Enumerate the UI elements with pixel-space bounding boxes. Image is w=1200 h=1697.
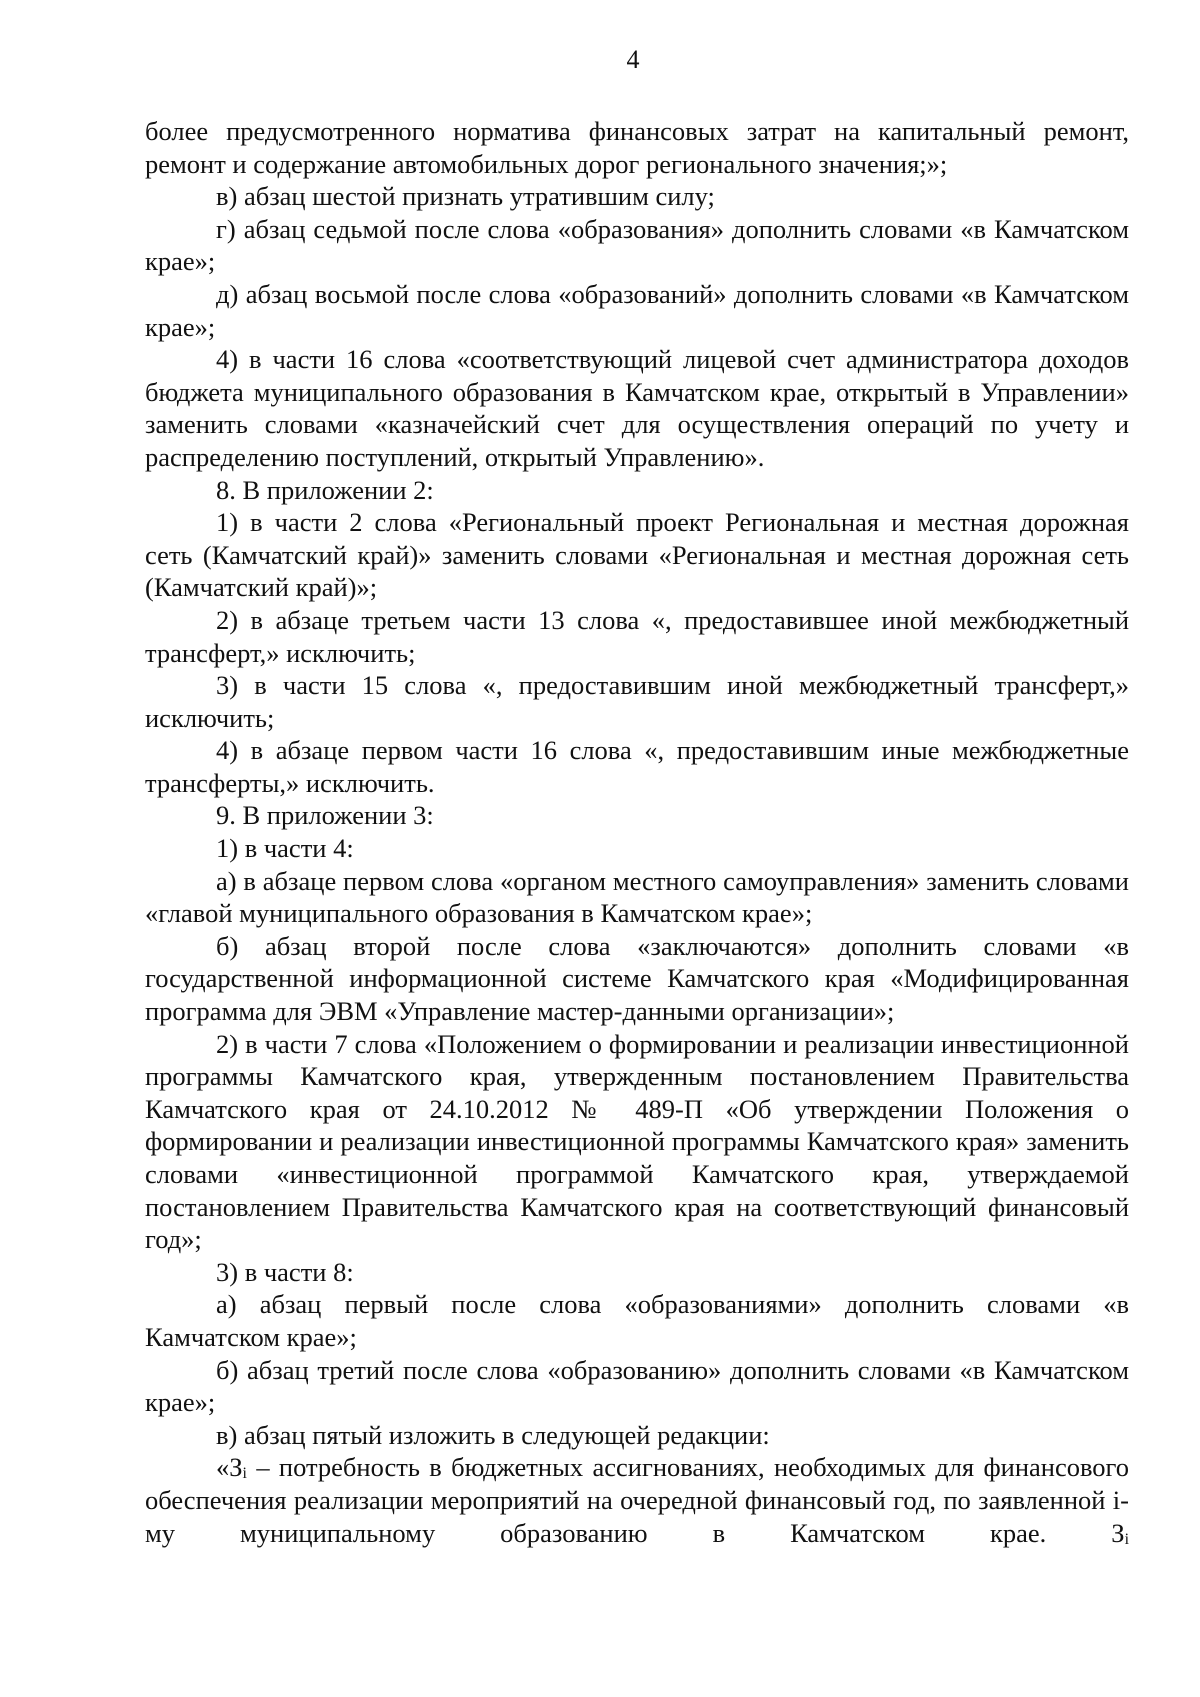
paragraph: б) абзац второй после слова «заключаются» дополнить словами «в государственной информационной системе Камчатского края «Модифицированная программа для ЭВМ «Управление мастер-данными организации»; bbox=[145, 930, 1129, 1027]
paragraph: б) абзац третий после слова «образованию» дополнить словами «в Камчатском крае»; bbox=[145, 1354, 1129, 1418]
paragraph: д) абзац восьмой после слова «образований» дополнить словами «в Камчатском крае»; bbox=[145, 278, 1129, 342]
formula-definition-text: – потребность в бюджетных ассигнованиях, необходимых для финансового обеспечения реализации мероприятий на очередной финансовый год, по заявленной i-му муниципальному образованию в Камчатском крае. З bbox=[145, 1452, 1129, 1548]
paragraph: в) абзац шестой признать утратившим силу; bbox=[216, 181, 715, 212]
paragraph: 1) в части 2 слова «Региональный проект Региональная и местная дорожная сеть (Камчатский край)» заменить словами «Региональная и местная дорожная сеть (Камчатский край)»; bbox=[145, 507, 1129, 603]
paragraph: 3) в части 8: bbox=[216, 1256, 354, 1287]
paragraph: а) в абзаце первом слова «органом местного самоуправления» заменить словами «главой муниципального образования в Камчатском крае»; bbox=[145, 865, 1129, 929]
paragraph: 8. В приложении 2: bbox=[216, 474, 434, 505]
paragraph: а) абзац первый после слова «образованиями» дополнить словами «в Камчатском крае»; bbox=[145, 1289, 1129, 1352]
paragraph-formula-definition bbox=[145, 1451, 1129, 1549]
paragraph: 4) в абзаце первом части 16 слова «, предоставившим иные межбюджетные трансферты,» исключить. bbox=[145, 735, 1129, 798]
paragraph: 9. В приложении 3: bbox=[216, 800, 434, 831]
paragraph: 4) в части 16 слова «соответствующий лицевой счет администратора доходов бюджета муниципального образования в Камчатском крае, открытый в Управлении» заменить словами «казначейский счет для осуществления операций по учету и распределению поступлений, открытый Управлению». bbox=[145, 344, 1129, 472]
formula-symbol: «З bbox=[216, 1452, 243, 1483]
page-number: 4 bbox=[626, 45, 640, 74]
document-body bbox=[145, 115, 1129, 1549]
paragraph: 1) в части 4: bbox=[216, 833, 354, 864]
formula-subscript: i bbox=[1124, 1530, 1129, 1548]
paragraph: 2) в абзаце третьем части 13 слова «, предоставившее иной межбюджетный трансферт,» исключить; bbox=[145, 604, 1129, 668]
paragraph: в) абзац пятый изложить в следующей редакции: bbox=[216, 1419, 770, 1450]
formula-subscript: i bbox=[242, 1465, 247, 1483]
paragraph: 3) в части 15 слова «, предоставившим иной межбюджетный трансферт,» исключить; bbox=[145, 670, 1129, 733]
paragraph: г) абзац седьмой после слова «образования» дополнить словами «в Камчатском крае»; bbox=[145, 213, 1129, 277]
paragraph: более предусмотренного норматива финансовых затрат на капитальный ремонт, ремонт и содержание автомобильных дорог регионального значения;»; bbox=[145, 116, 1129, 179]
paragraph: 2) в части 7 слова «Положением о формировании и реализации инвестиционной программы Камчатского края, утвержденным постановлением Правительства Камчатского края от 24.10.2012 № 489-П «Об утверждении Положения о формировании и реализации инвестиционной программы Камчатского края» заменить словами «инвестиционной программой Камчатского края, утверждаемой постановлением Правительства Камчатского края на соответствующий финансовый год»; bbox=[145, 1028, 1129, 1255]
